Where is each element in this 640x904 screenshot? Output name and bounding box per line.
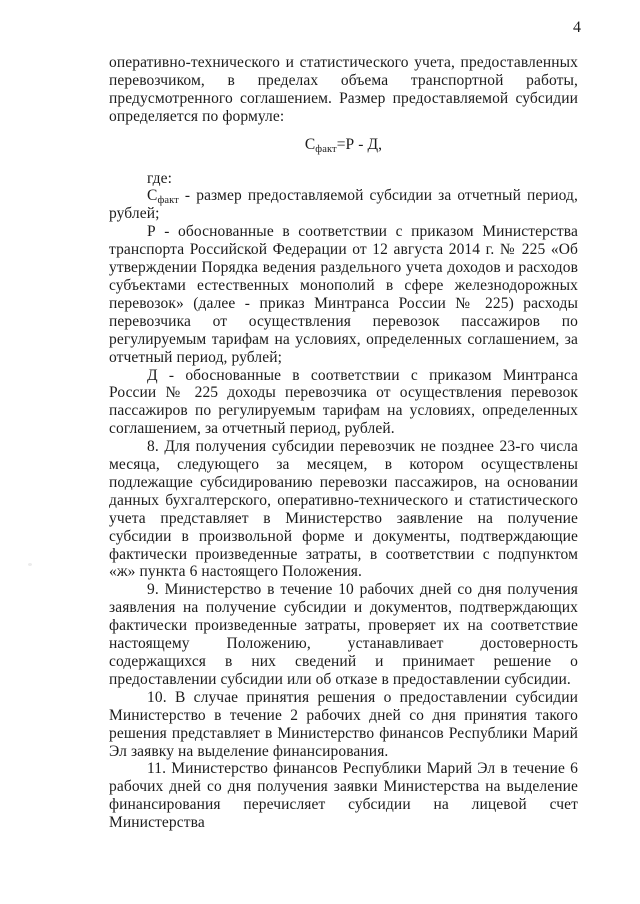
text-segment: С [304, 135, 316, 153]
para-where [109, 170, 578, 188]
text-segment: 8. Для получения субсидии перевозчик не позднее 23-го числа месяца, следующего за месяцем, в котором осуществлены подлежащие субсидированию перевозки пассажиров, на основании данных бухгалтерского, оперативно-технического и статистического учета представляет в Министерство заявление на получение субсидии в произвольной форме и документы, подтверждающие фактически произведенные затраты, в соответствии с подпунктом «ж» пункта 6 настоящего Положения. [109, 438, 578, 581]
text-segment: 9. Министерство в течение 10 рабочих дней со дня получения заявления на получение субсидии и документов, подтверждающих фактически произведенные затраты, проверяет их на соответствие настоящему Положению, устанавливает достоверность содержащихся в них сведений и принимает решение о предоставлении субсидии или об отказе в предоставлении субсидии. [109, 581, 578, 688]
text-segment: Д - обоснованные в соответствии с приказом Минтранса России № 225 доходы перевозчика от осуществления перевозок пассажиров по регулируемым тарифам на условиях, определенных соглашением, за отчетный период, рублей. [109, 366, 578, 438]
para-item-9 [109, 581, 578, 688]
text-segment: С [147, 187, 158, 205]
subscript-text: факт [157, 195, 179, 207]
para-item-10 [109, 689, 578, 761]
subscript-text: факт [315, 143, 337, 155]
text-segment: =Р - Д, [336, 135, 383, 153]
para-d-definition [109, 367, 578, 439]
formula [109, 136, 578, 154]
page-number: 4 [573, 19, 581, 36]
para-item-8 [109, 438, 578, 581]
text-segment: 11. Министерство финансов Республики Марий Эл в течение 6 рабочих дней со дня получения заявки Министерства на выделение финансирования перечисляет субсидии на лицевой счет Министерства [109, 760, 578, 832]
para-item-11 [109, 760, 578, 832]
text-segment: оперативно-технического и статистического учета, предоставленных перевозчиком, в пределах объема транспортной работы, предусмотренного соглашением. Размер предоставляемой субсидии определяется по формуле: [109, 54, 578, 125]
text-segment: 10. В случае принятия решения о предоставлении субсидии Министерство в течение 2 рабочих дней со дня принятия такого решения представляет в Министерство финансов Республики Марий Эл заявку на выделение финансирования. [109, 688, 578, 760]
text-segment: - размер предоставляемой субсидии за отчетный период, рублей; [109, 187, 578, 223]
para-continuation [109, 54, 578, 126]
para-s-fakt-definition [109, 187, 578, 223]
text-segment: Р - обоснованные в соответствии с приказом Министерства транспорта Российской Федерации от 12 августа 2014 г. № 225 «Об утверждении Порядка ведения раздельного учета доходов и расходов субъектами естественных монополий в сфере железнодорожных перевозок» (далее - приказ Минтранса России № 225) расходы перевозчика от осуществления перевозок пассажиров по регулируемым тарифам на условиях, определенных соглашением, за отчетный период, рублей; [109, 223, 578, 366]
document-body [109, 54, 578, 832]
para-r-definition [109, 223, 578, 366]
text-segment: где: [147, 169, 173, 187]
scan-artifact [28, 563, 32, 566]
